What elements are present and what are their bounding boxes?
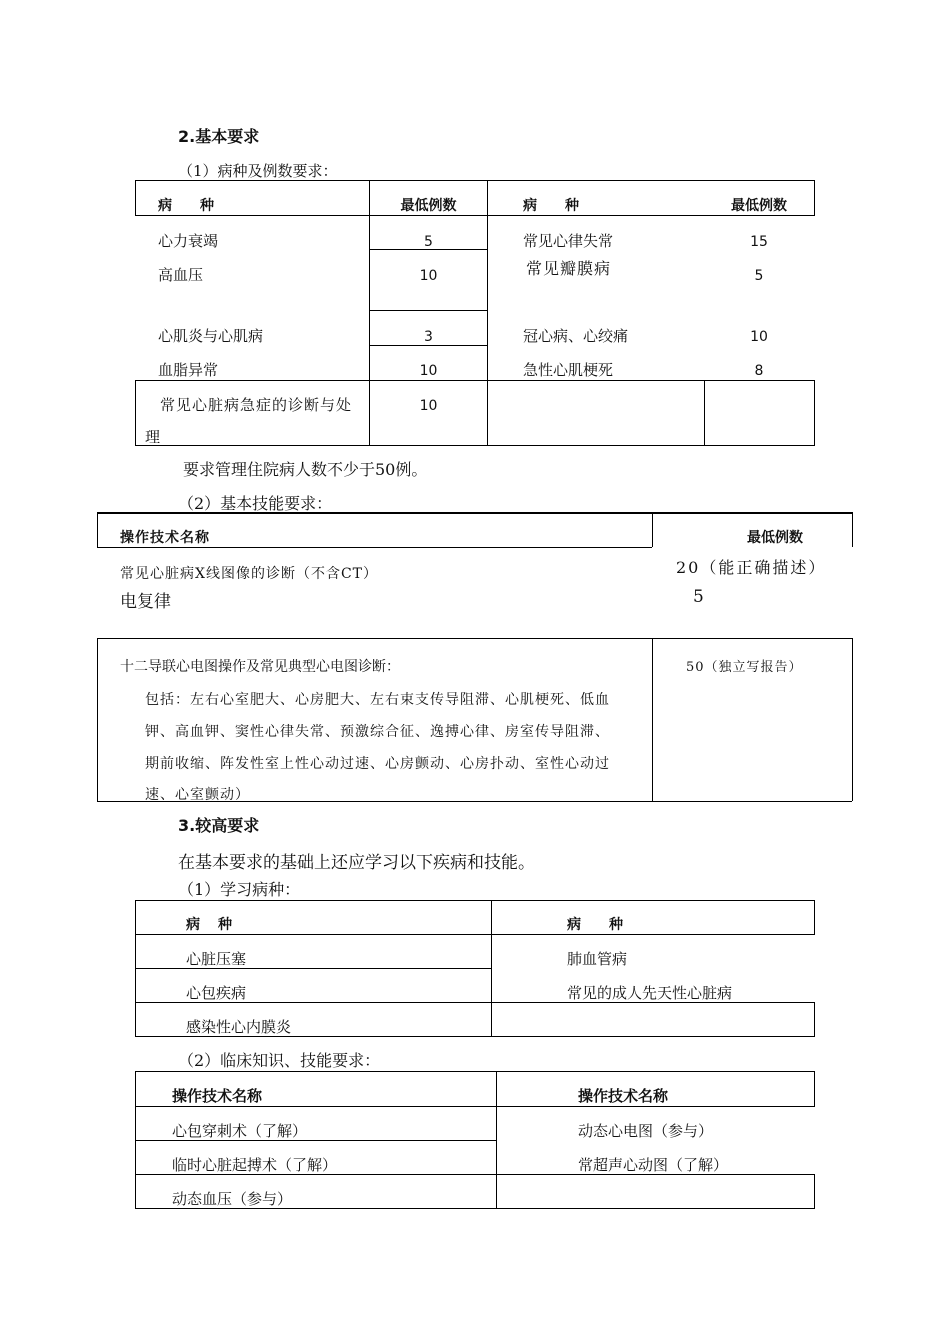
table4-left-item: 心包穿刺术（了解） <box>172 1122 308 1140</box>
table1-left-name: 常见心脏病急症的诊断与处 <box>160 396 353 414</box>
table4-left-item: 临时心脏起搏术（了解） <box>172 1156 338 1174</box>
table2-row-name: 电复律 <box>120 592 171 612</box>
section2-title: 2.基本要求 <box>178 127 260 146</box>
ecg-item-count: 50（独立写报告） <box>686 660 803 675</box>
ecg-item-detail: 钾、高血钾、窦性心律失常、预激综合征、逸搏心律、房室传导阻滞、 <box>145 724 610 740</box>
table2-row-count: 20（能正确描述） <box>676 558 827 577</box>
table1-right-count: 10 <box>750 329 768 345</box>
table1-left-name: 高血压 <box>158 266 204 284</box>
table2-row-name: 常见心脏病X线图像的诊断（不含CT） <box>120 566 379 582</box>
table1-left-name: 血脂异常 <box>158 361 219 379</box>
table1-header-disease-right: 病 种 <box>523 198 579 214</box>
table1-right-count: 5 <box>754 268 764 284</box>
table4-right-item: 动态心电图（参与） <box>578 1122 714 1140</box>
table4-header-left: 操作技术名称 <box>172 1087 263 1105</box>
section3-sub1: （1）学习病种： <box>178 880 301 899</box>
table1-left-count: 10 <box>419 268 438 284</box>
table4-header-right: 操作技术名称 <box>578 1087 669 1105</box>
ecg-item-detail: 期前收缩、阵发性室上性心动过速、心房颤动、心房扑动、室性心动过 <box>145 756 610 772</box>
section2-sub1: （1）病种及例数要求： <box>178 162 338 180</box>
table1-right-count: 8 <box>754 363 764 379</box>
table3-left-item: 心脏压塞 <box>186 950 247 968</box>
table1-right-name: 急性心肌梗死 <box>523 361 614 379</box>
table3-header-right: 病 种 <box>567 917 623 933</box>
table1-header-count-right: 最低例数 <box>731 198 787 214</box>
table1-left-count: 10 <box>419 398 438 414</box>
table1-left-count: 5 <box>424 234 433 250</box>
table3-left-item: 感染性心内膜炎 <box>186 1018 292 1036</box>
ecg-item-detail: 速、心室颤动） <box>145 787 250 803</box>
table3-right-item: 肺血管病 <box>567 950 628 968</box>
table1-header-disease-left: 病 种 <box>158 198 214 214</box>
table1-left-name: 心肌炎与心肌病 <box>158 327 264 345</box>
table1-left-name-cont: 理 <box>145 428 161 446</box>
ecg-item-name: 十二导联心电图操作及常见典型心电图诊断： <box>120 659 400 675</box>
table3-right-item: 常见的成人先天性心脏病 <box>567 984 733 1002</box>
table1-header-count-left: 最低例数 <box>400 198 457 214</box>
section3-sub2: （2）临床知识、技能要求： <box>178 1051 381 1070</box>
table2-header-count: 最低例数 <box>747 530 803 546</box>
table3-header-left: 病 种 <box>186 917 234 933</box>
section3-intro: 在基本要求的基础上还应学习以下疾病和技能。 <box>178 853 535 873</box>
table1-right-count: 15 <box>750 234 768 250</box>
table1-right-name: 常见瓣膜病 <box>526 259 612 278</box>
section3-title: 3.较高要求 <box>178 816 260 835</box>
table3-left-item: 心包疾病 <box>186 984 247 1002</box>
table4-right-item: 常超声心动图（了解） <box>578 1156 729 1174</box>
table1-left-count: 3 <box>424 329 433 345</box>
table1-right-name: 常见心律失常 <box>523 232 614 250</box>
table4-left-item: 动态血压（参与） <box>172 1190 293 1208</box>
table1-left-count: 10 <box>419 363 438 379</box>
table1-left-name: 心力衰竭 <box>158 232 219 250</box>
inpatient-note: 要求管理住院病人数不少于50例。 <box>183 460 428 479</box>
section2-sub2: （2）基本技能要求： <box>178 494 333 513</box>
table2-header-name: 操作技术名称 <box>120 530 210 546</box>
table1-right-name: 冠心病、心绞痛 <box>523 327 629 345</box>
table2-row-count: 5 <box>693 587 704 607</box>
ecg-item-detail: 包括：左右心室肥大、心房肥大、左右束支传导阻滞、心肌梗死、低血 <box>145 692 610 708</box>
